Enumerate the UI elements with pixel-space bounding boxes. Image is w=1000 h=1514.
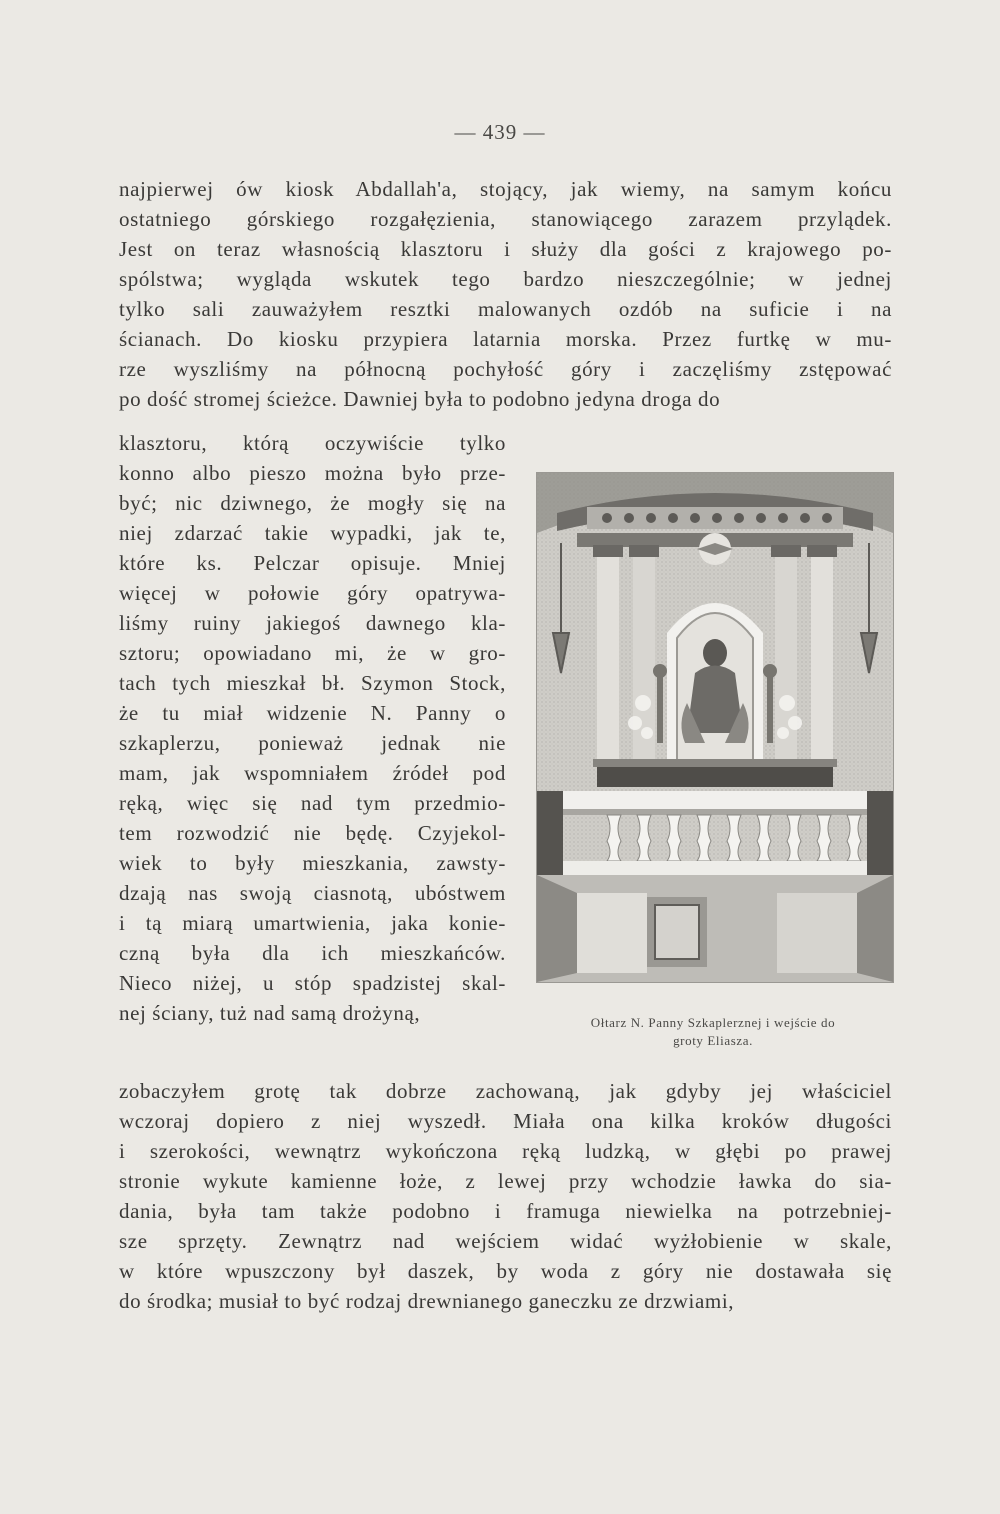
altar-image <box>537 473 893 982</box>
text-line: mam, jak wspomniałem źródeł pod <box>119 761 506 785</box>
page-number: — 439 — <box>454 120 546 144</box>
text-line: stronie wykute kamienne łoże, z lewej przy wchodzie ławka do sia- <box>119 1169 892 1193</box>
text-line: że tu miał widzenie N. Panny o <box>119 701 506 725</box>
text-line: szkaplerzu, ponieważ jednak nie <box>119 731 506 755</box>
text-line: w które wpuszczony był daszek, by woda z góry nie dostawała się <box>119 1259 892 1283</box>
text-line: tach tych mieszkał bł. Szymon Stock, <box>119 671 506 695</box>
text-line: tylko sali zauważyłem resztki malowanych ozdób na suficie i na <box>119 297 892 321</box>
text-line: dania, była tam także podobno i framuga niewielka na potrzebniej- <box>119 1199 892 1223</box>
text-line: Jest on teraz własnością klasztoru i służy dla gości z krajowego po- <box>119 237 892 261</box>
caption-line: Ołtarz N. Panny Szkaplerznej i wejście do <box>590 1015 836 1030</box>
text-line: które ks. Pelczar opisuje. Mniej <box>119 551 506 575</box>
text-line: rze wyszliśmy na północną pochyłość góry i zaczęliśmy zstępować <box>119 357 892 381</box>
text-line: ręką, więc się nad tym przedmio- <box>119 791 506 815</box>
text-line: dzają nas swoją ciasnotą, ubóstwem <box>119 881 506 905</box>
text-line: być; nic dziwnego, że mogły się na <box>119 491 506 515</box>
text-line: ostatniego górskiego rozgałęzienia, stanowiącego zarazem przylądek. <box>119 207 892 231</box>
text-line: Nieco niżej, u stóp spadzistej skal- <box>119 971 506 995</box>
text-line: po dość stromej ścieżce. Dawniej była to podobno jedyna droga do <box>119 387 721 411</box>
caption-line: groty Eliasza. <box>673 1033 753 1048</box>
text-line: sztoru; opowiadano mi, że w gro- <box>119 641 506 665</box>
text-line: do środka; musiał to być rodzaj drewnianego ganeczku ze drzwiami, <box>119 1289 735 1313</box>
text-line: więcej w połowie góry opatrywa- <box>119 581 506 605</box>
text-line: sze sprzęty. Zewnątrz nad wejściem widać wyżłobienie w skale, <box>119 1229 892 1253</box>
text-line: tem rozwodzić nie będę. Czyjekol- <box>119 821 506 845</box>
text-line: najpierwej ów kiosk Abdallah'a, stojący, jak wiemy, na samym końcu <box>119 177 892 201</box>
text-line: wczoraj dopiero z niej wyszedł. Miała ona kilka kroków długości <box>119 1109 892 1133</box>
text-line: spólstwa; wygląda wskutek tego bardzo nieszczególnie; w jednej <box>119 267 892 291</box>
text-line: ścianach. Do kiosku przypiera latarnia morska. Przez furtkę w mu- <box>119 327 892 351</box>
altar-illustration <box>536 472 894 983</box>
figure-caption <box>540 1014 886 1050</box>
text-line: zobaczyłem grotę tak dobrze zachowaną, jak gdyby jej właściciel <box>119 1079 892 1103</box>
text-line: czną była dla ich mieszkańców. <box>119 941 506 965</box>
text-line: liśmy ruiny jakiegoś dawnego kla- <box>119 611 506 635</box>
text-line: nej ściany, tuż nad samą drożyną, <box>119 1001 421 1025</box>
text-line: i szerokości, wewnątrz wykończona ręką ludzką, w głębi po prawej <box>119 1139 892 1163</box>
text-line: wiek to były mieszkania, zawsty- <box>119 851 506 875</box>
text-line: klasztoru, którą oczywiście tylko <box>119 431 506 455</box>
text-line: i tą miarą umartwienia, jaka konie- <box>119 911 506 935</box>
text-line: niej zdarzać takie wypadki, jak te, <box>119 521 506 545</box>
text-line: konno albo pieszo można było prze- <box>119 461 506 485</box>
